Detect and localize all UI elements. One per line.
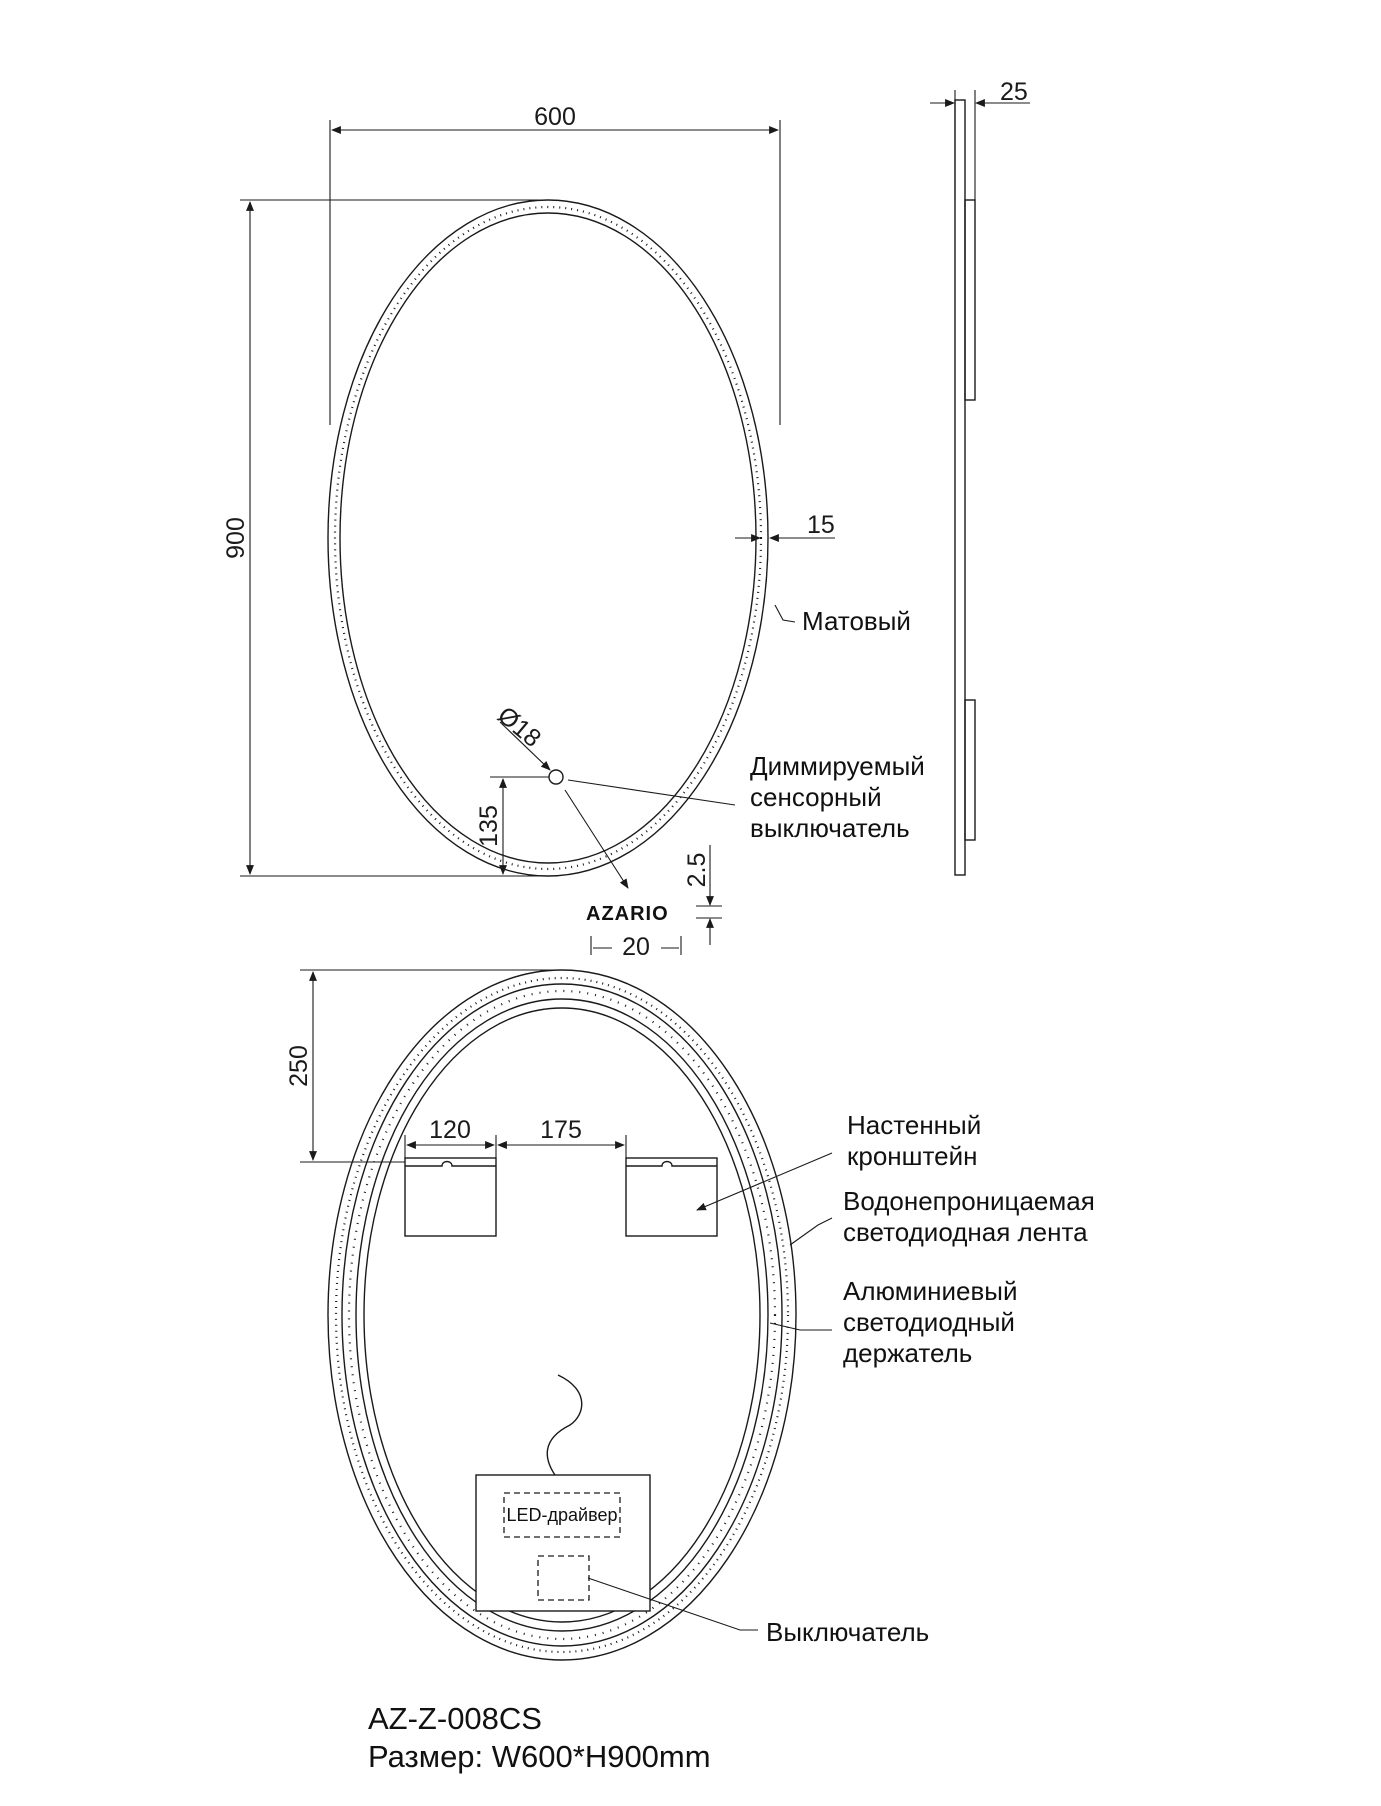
led-holder-label-line3: держатель <box>843 1338 973 1368</box>
power-switch-label: Выключатель <box>766 1617 930 1647</box>
depth-dimension: 25 <box>1000 78 1028 106</box>
wall-bracket-left <box>405 1158 496 1236</box>
switch-height-dimension: 135 <box>475 805 503 847</box>
front-frosted-band <box>335 207 761 869</box>
frosted-band-dimension: 15 <box>807 511 835 539</box>
matte-label: Матовый <box>802 606 911 636</box>
azario-logo: AZARIO <box>586 903 669 925</box>
led-strip-label-line1: Водонепроницаемая <box>843 1186 1095 1216</box>
led-holder-label-line2: светодиодный <box>843 1307 1015 1337</box>
back-view <box>285 970 1095 1660</box>
side-lower-bracket <box>965 700 975 840</box>
side-upper-bracket <box>965 200 975 400</box>
switch-label-line2: сенсорный <box>750 782 882 812</box>
wall-bracket-right <box>626 1158 717 1236</box>
bracket-width-dimension: 120 <box>429 1116 471 1144</box>
model-number: AZ-Z-008CS <box>368 1701 542 1736</box>
touch-switch-icon <box>549 770 563 784</box>
front-mirror-outline <box>328 200 768 876</box>
side-mirror-panel <box>955 100 965 875</box>
led-holder-label-line1: Алюминиевый <box>843 1276 1018 1306</box>
led-strip-label-line2: светодиодная лента <box>843 1217 1088 1247</box>
switch-diameter: Ø18 <box>492 701 547 753</box>
power-cable <box>547 1375 581 1475</box>
bracket-label-line2: кронштейн <box>847 1141 978 1171</box>
logo-height-dimension: 2.5 <box>683 852 711 888</box>
switch-label-line1: Диммируемый <box>750 751 925 781</box>
front-mirror-inner <box>340 213 756 863</box>
logo-width-dimension: 20 <box>622 933 650 961</box>
led-driver-label: LED-драйвер <box>506 1505 618 1525</box>
width-dimension: 600 <box>534 103 576 131</box>
bracket-spacing-dimension: 175 <box>540 1116 582 1144</box>
bracket-label-line1: Настенный <box>847 1110 982 1140</box>
height-dimension: 900 <box>222 517 250 559</box>
switch-label-line3: выключатель <box>750 813 910 843</box>
size-label: Размер: W600*H900mm <box>368 1739 711 1774</box>
front-view <box>222 103 925 961</box>
bracket-offset-dimension: 250 <box>285 1045 313 1087</box>
side-view <box>930 78 1030 875</box>
